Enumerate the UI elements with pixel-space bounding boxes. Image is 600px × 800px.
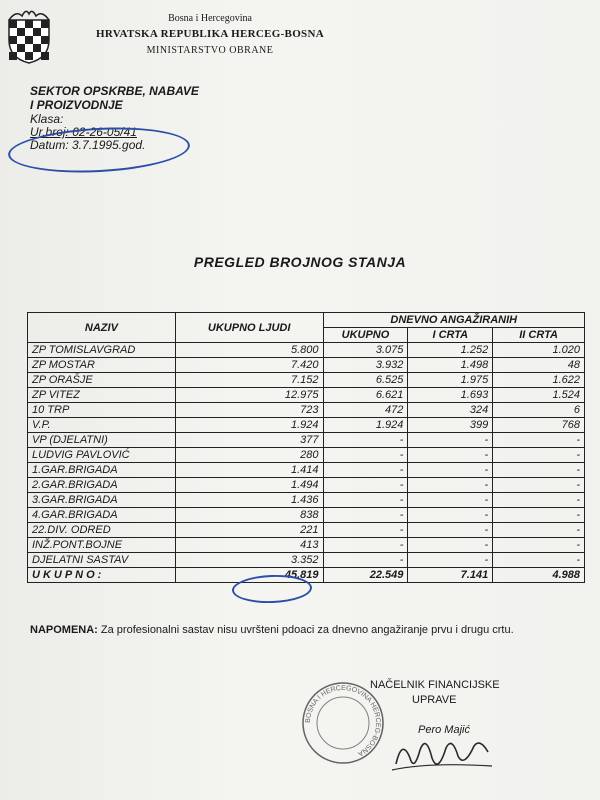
daily-second-line: - — [493, 463, 585, 478]
unit-name: ZP TOMISLAVGRAD — [28, 343, 176, 358]
table-row — [28, 358, 585, 373]
note-paragraph — [30, 623, 550, 638]
table-row — [28, 523, 585, 538]
table-row — [28, 553, 585, 568]
total-people: 7.420 — [175, 358, 323, 373]
header-dnevno-angazirani: DNEVNO ANGAŽIRANIH — [323, 313, 584, 328]
total-people: 7.152 — [175, 373, 323, 388]
daily-first-line: 1.252 — [408, 343, 493, 358]
table-row — [28, 463, 585, 478]
svg-text:BOSNA I HERCEGOVINA HERCEG-BOS: BOSNA I HERCEGOVINA HERCEG-BOSNA — [304, 684, 382, 758]
signer-title-line-1: NAČELNIK FINANCIJSKE — [370, 679, 500, 691]
unit-name: INŽ.PONT.BOJNE — [28, 538, 176, 553]
daily-first-line: 1.975 — [408, 373, 493, 388]
handwritten-signature-icon — [388, 728, 498, 778]
total-people: 280 — [175, 448, 323, 463]
table-row — [28, 343, 585, 358]
unit-name: VP (DJELATNI) — [28, 433, 176, 448]
daily-total: - — [323, 493, 408, 508]
daily-second-line: 1.524 — [493, 388, 585, 403]
total-people: 838 — [175, 508, 323, 523]
daily-second-line: 48 — [493, 358, 585, 373]
unit-name: 1.GAR.BRIGADA — [28, 463, 176, 478]
unit-name: 22.DIV. ODRED — [28, 523, 176, 538]
header-naziv: NAZIV — [28, 313, 176, 343]
daily-second-line: - — [493, 508, 585, 523]
daily-first-line: - — [408, 538, 493, 553]
official-stamp-icon — [298, 678, 388, 768]
daily-second-line: - — [493, 523, 585, 538]
daily-first-line: - — [408, 553, 493, 568]
daily-first-line: - — [408, 508, 493, 523]
header-ukupno-ljudi: UKUPNO LJUDI — [175, 313, 323, 343]
unit-name: DJELATNI SASTAV — [28, 553, 176, 568]
daily-first-line: - — [408, 493, 493, 508]
header-republic: HRVATSKA REPUBLIKA HERCEG-BOSNA — [96, 28, 324, 40]
table-row — [28, 433, 585, 448]
header-ministry: MINISTARSTVO OBRANE — [146, 45, 274, 56]
daily-first-line: 324 — [408, 403, 493, 418]
table-row — [28, 538, 585, 553]
headcount-table — [27, 312, 585, 583]
daily-first-line: - — [408, 448, 493, 463]
date-field: Datum: 3.7.1995.god. — [30, 138, 146, 152]
daily-total: - — [323, 508, 408, 523]
total-people: 413 — [175, 538, 323, 553]
total-label: UKUPNO: — [28, 568, 176, 583]
unit-name: 4.GAR.BRIGADA — [28, 508, 176, 523]
total-people: 1.436 — [175, 493, 323, 508]
daily-total: 3.932 — [323, 358, 408, 373]
daily-total: - — [323, 553, 408, 568]
daily-second-line: - — [493, 478, 585, 493]
table-row — [28, 478, 585, 493]
grand-second-line: 4.988 — [493, 568, 585, 583]
unit-name: ZP MOSTAR — [28, 358, 176, 373]
unit-name: LUDVIG PAVLOVIĆ — [28, 448, 176, 463]
sector-block — [30, 84, 199, 112]
document-title: PREGLED BROJNOG STANJA — [193, 254, 407, 270]
daily-total: 6.525 — [323, 373, 408, 388]
table-header-row — [28, 313, 585, 328]
sector-line-1: SEKTOR OPSKRBE, NABAVE — [30, 84, 199, 98]
total-people: 221 — [175, 523, 323, 538]
unit-name: V.P. — [28, 418, 176, 433]
daily-total: - — [323, 463, 408, 478]
daily-first-line: 1.693 — [408, 388, 493, 403]
signer-name: Pero Majić — [418, 724, 470, 736]
urbroj-field: Ur.broj: 02-26-05/41 — [30, 125, 137, 139]
note-text: Za profesionalni sastav nisu uvršteni pdoaci za dnevno angažiranje prvu i drugu crtu. — [100, 624, 514, 636]
daily-total: 1.924 — [323, 418, 408, 433]
grand-daily-total: 22.549 — [323, 568, 408, 583]
daily-first-line: 1.498 — [408, 358, 493, 373]
daily-total: - — [323, 448, 408, 463]
daily-total: 3.075 — [323, 343, 408, 358]
unit-name: 2.GAR.BRIGADA — [28, 478, 176, 493]
daily-second-line: - — [493, 433, 585, 448]
croatian-checkerboard-crest-icon — [6, 8, 52, 64]
signer-title-line-2: UPRAVE — [412, 694, 457, 706]
daily-first-line: - — [408, 463, 493, 478]
daily-first-line: - — [408, 478, 493, 493]
daily-second-line: - — [493, 493, 585, 508]
daily-second-line: 1.020 — [493, 343, 585, 358]
daily-second-line: - — [493, 553, 585, 568]
sector-line-2: I PROIZVODNJE — [30, 98, 123, 112]
total-people: 377 — [175, 433, 323, 448]
table-row — [28, 373, 585, 388]
total-people: 3.352 — [175, 553, 323, 568]
daily-first-line: - — [408, 523, 493, 538]
daily-total: - — [323, 523, 408, 538]
daily-total: - — [323, 433, 408, 448]
daily-total: - — [323, 538, 408, 553]
note-label: NAPOMENA: — [30, 624, 98, 636]
total-people: 1.494 — [175, 478, 323, 493]
daily-total: - — [323, 478, 408, 493]
daily-second-line: 1.622 — [493, 373, 585, 388]
total-people: 723 — [175, 403, 323, 418]
daily-first-line: 399 — [408, 418, 493, 433]
table-row — [28, 403, 585, 418]
header-country: Bosna i Hercegovina — [168, 13, 252, 24]
daily-total: 472 — [323, 403, 408, 418]
table-row — [28, 418, 585, 433]
daily-second-line: - — [493, 448, 585, 463]
table-row — [28, 448, 585, 463]
daily-second-line: - — [493, 538, 585, 553]
unit-name: 3.GAR.BRIGADA — [28, 493, 176, 508]
total-people: 1.414 — [175, 463, 323, 478]
total-people: 5.800 — [175, 343, 323, 358]
unit-name: 10 TRP — [28, 403, 176, 418]
daily-second-line: 6 — [493, 403, 585, 418]
grand-first-line: 7.141 — [408, 568, 493, 583]
table-row — [28, 508, 585, 523]
subheader-ii-crta: II CRTA — [493, 328, 585, 343]
klasa-field: Klasa: — [30, 112, 64, 126]
daily-total: 6.621 — [323, 388, 408, 403]
daily-first-line: - — [408, 433, 493, 448]
daily-second-line: 768 — [493, 418, 585, 433]
unit-name: ZP ORAŠJE — [28, 373, 176, 388]
unit-name: ZP VITEZ — [28, 388, 176, 403]
subheader-ukupno: UKUPNO — [323, 328, 408, 343]
table-row — [28, 493, 585, 508]
grand-total-people: 45.819 — [175, 568, 323, 583]
total-people: 12.975 — [175, 388, 323, 403]
subheader-i-crta: I CRTA — [408, 328, 493, 343]
table-row — [28, 388, 585, 403]
total-people: 1.924 — [175, 418, 323, 433]
